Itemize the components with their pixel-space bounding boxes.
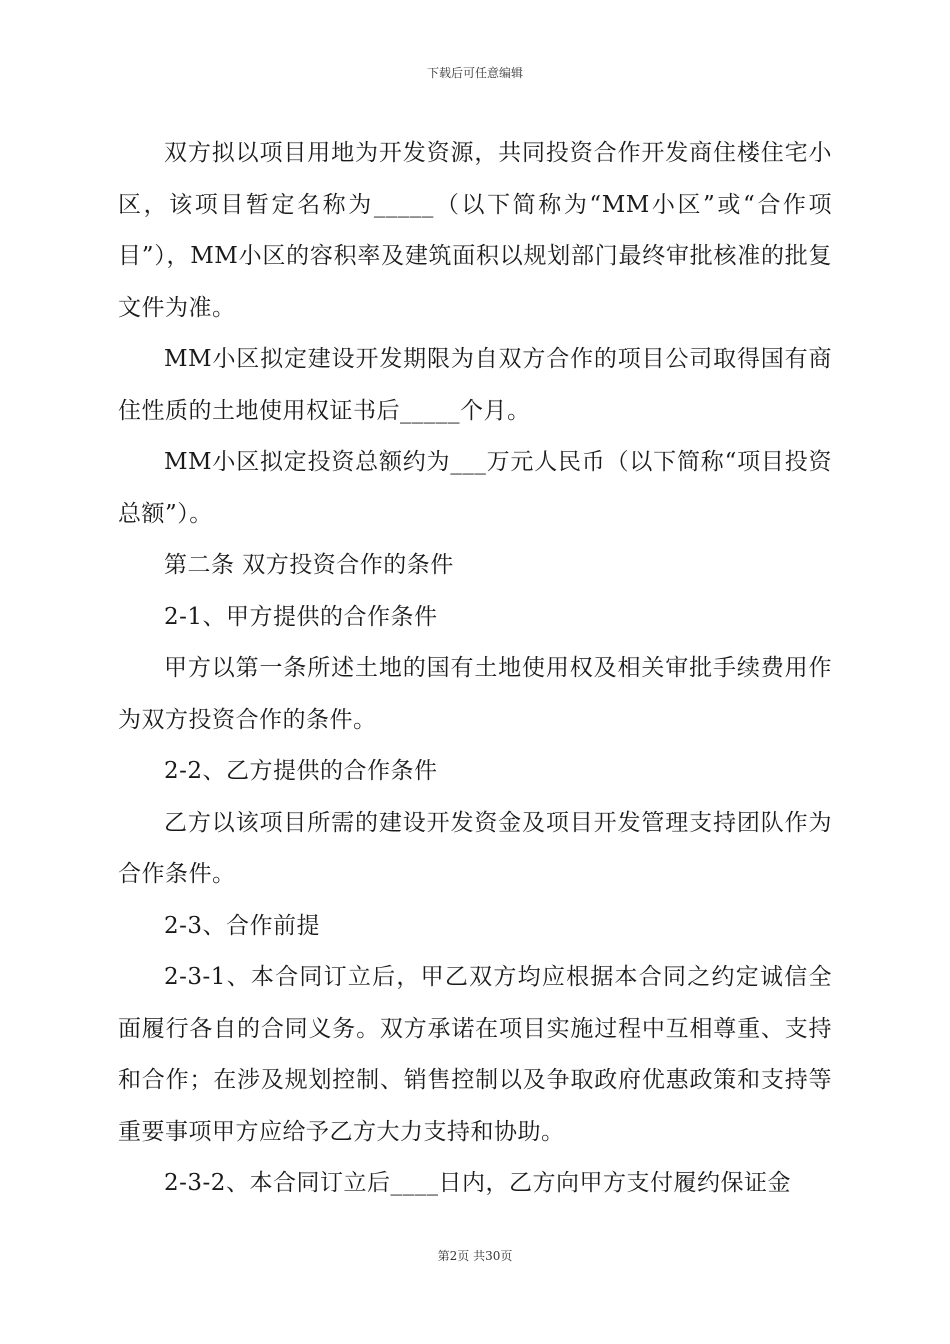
- paragraph-party-b-conditions: 乙方以该项目所需的建设开发资金及项目开发管理支持团队作为合作条件。: [118, 809, 832, 887]
- clause-heading-2-2: 2-2、乙方提供的合作条件: [164, 758, 438, 784]
- section-heading-article-2: 第二条 双方投资合作的条件: [164, 552, 454, 578]
- clause-heading-2-3: 2-3、合作前提: [164, 912, 321, 939]
- page-header: 下载后可任意编辑: [426, 66, 523, 80]
- document-body: [118, 128, 832, 1210]
- paragraph-development-period: MM小区拟定建设开发期限为自双方合作的项目公司取得国有商住性质的土地使用权证书后_____个月。: [118, 346, 832, 424]
- paragraph-clause-2-3-1: 2-3-1、本合同订立后，甲乙双方均应根据本合同之约定诚信全面履行各自的合同义务。双方承诺在项目实施过程中互相尊重、支持和合作；在涉及规划控制、销售控制以及争取政府优惠政策和支持等重要事项甲方应给予乙方大力支持和协助。: [118, 964, 832, 1145]
- paragraph-project-scope: 双方拟以项目用地为开发资源，共同投资合作开发商住楼住宅小区，该项目暂定名称为_____（以下简称为“MM小区”或“合作项目”），MM小区的容积率及建筑面积以规划部门最终审批核准的批复文件为准。: [118, 140, 832, 321]
- clause-heading-2-1: 2-1、甲方提供的合作条件: [164, 603, 438, 630]
- paragraph-party-a-conditions: 甲方以第一条所述土地的国有土地使用权及相关审批手续费用作为双方投资合作的条件。: [118, 655, 832, 733]
- page-footer: 第2页 共30页: [437, 1249, 513, 1263]
- paragraph-clause-2-3-2: 2-3-2、本合同订立后____日内，乙方向甲方支付履约保证金: [164, 1170, 791, 1196]
- paragraph-total-investment: MM小区拟定投资总额约为___万元人民币（以下简称“项目投资总额”）。: [118, 449, 832, 527]
